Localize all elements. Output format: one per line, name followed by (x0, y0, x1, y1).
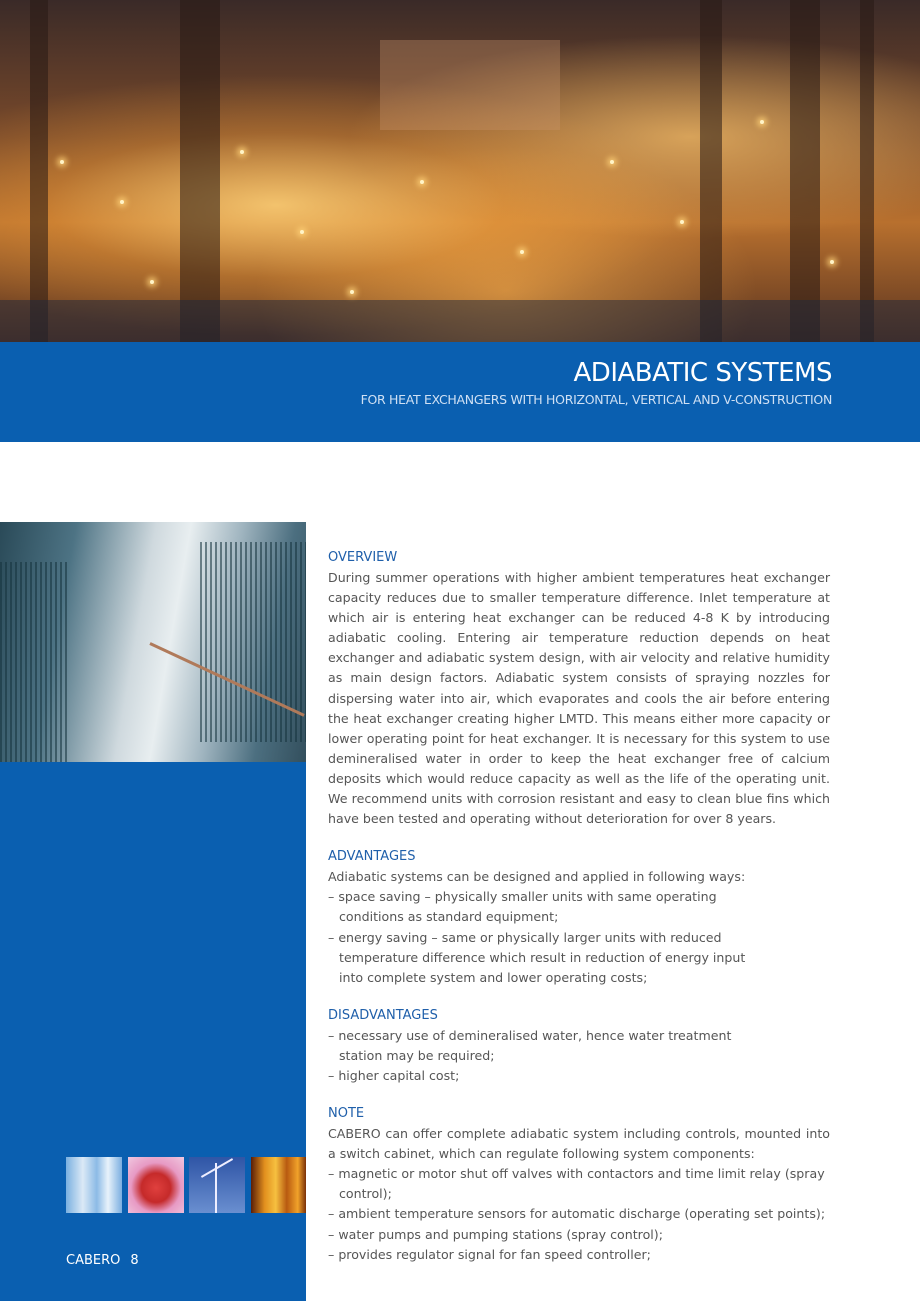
advantages-heading: ADVANTAGES (328, 849, 416, 865)
list-item: – water pumps and pumping stations (spray control); (328, 1225, 830, 1245)
heat-exchanger-photo (0, 522, 306, 762)
note-heading: NOTE (328, 1106, 365, 1122)
list-item: – energy saving – same or physically larger units with reduced temperature difference which result in reduction of energy input into complete system and lower operating costs; (328, 928, 768, 988)
page-number: 8 (130, 1253, 139, 1268)
page-subtitle: FOR HEAT EXCHANGERS WITH HORIZONTAL, VERTICAL AND V-CONSTRUCTION (360, 392, 832, 407)
note-intro: CABERO can offer complete adiabatic system including controls, mounted into a switch cabinet, which can regulate following system components: (328, 1126, 830, 1162)
advantages-intro: Adiabatic systems can be designed and applied in following ways: (328, 869, 746, 885)
overview-body: During summer operations with higher ambient temperatures heat exchanger capacity reduces due to smaller temperature difference. Inlet temperature at which air is entering heat exchanger can be reduced 4-8 K by introducing adiabatic cooling. Entering air temperature reduction depends on heat exchanger and adiabatic system design, with air velocity and relative humidity as main design factors. Adiabatic system consists of spraying nozzles for dispersing water into air, which evaporates and cools the air before entering the heat exchanger creating higher LMTD. This means either more capacity or lower operating point for heat exchanger. It is necessary for this system to use demineralised water in order to keep the heat exchanger free of calcium deposits which would reduce capacity as well as the life of the operating unit. We recommend units with corrosion resistant and easy to clean blue fins which have been tested and operating without deterioration for over 8 years. (328, 570, 830, 827)
thumbnail-fruit (128, 1157, 184, 1213)
note-section (328, 1104, 830, 1265)
main-content (328, 548, 830, 1283)
thumbnail-sky-trails (66, 1157, 122, 1213)
advantages-section (328, 847, 768, 988)
page-footer (66, 1253, 139, 1268)
list-item: – necessary use of demineralised water, hence water treatment station may be required; (328, 1026, 768, 1066)
thumbnail-flame (251, 1157, 306, 1213)
list-item: – magnetic or motor shut off valves with contactors and time limit relay (spray control); (328, 1164, 830, 1204)
overview-section (328, 548, 830, 829)
thumbnail-wind-turbines (189, 1157, 245, 1213)
hero-refinery-photo (0, 0, 920, 342)
overview-heading: OVERVIEW (328, 550, 398, 565)
list-item: – provides regulator signal for fan speed controller; (328, 1245, 830, 1265)
list-item: – higher capital cost; (328, 1066, 768, 1086)
list-item: – space saving – physically smaller units with same operating conditions as standard equipment; (328, 887, 768, 927)
footer-brand: CABERO (66, 1253, 121, 1268)
disadvantages-heading: DISADVANTAGES (328, 1007, 438, 1023)
list-item: – ambient temperature sensors for automatic discharge (operating set points); (328, 1204, 830, 1224)
page-title: ADIABATIC SYSTEMS (573, 358, 832, 388)
sidebar-blue-column (0, 762, 306, 1301)
disadvantages-section (328, 1006, 768, 1086)
